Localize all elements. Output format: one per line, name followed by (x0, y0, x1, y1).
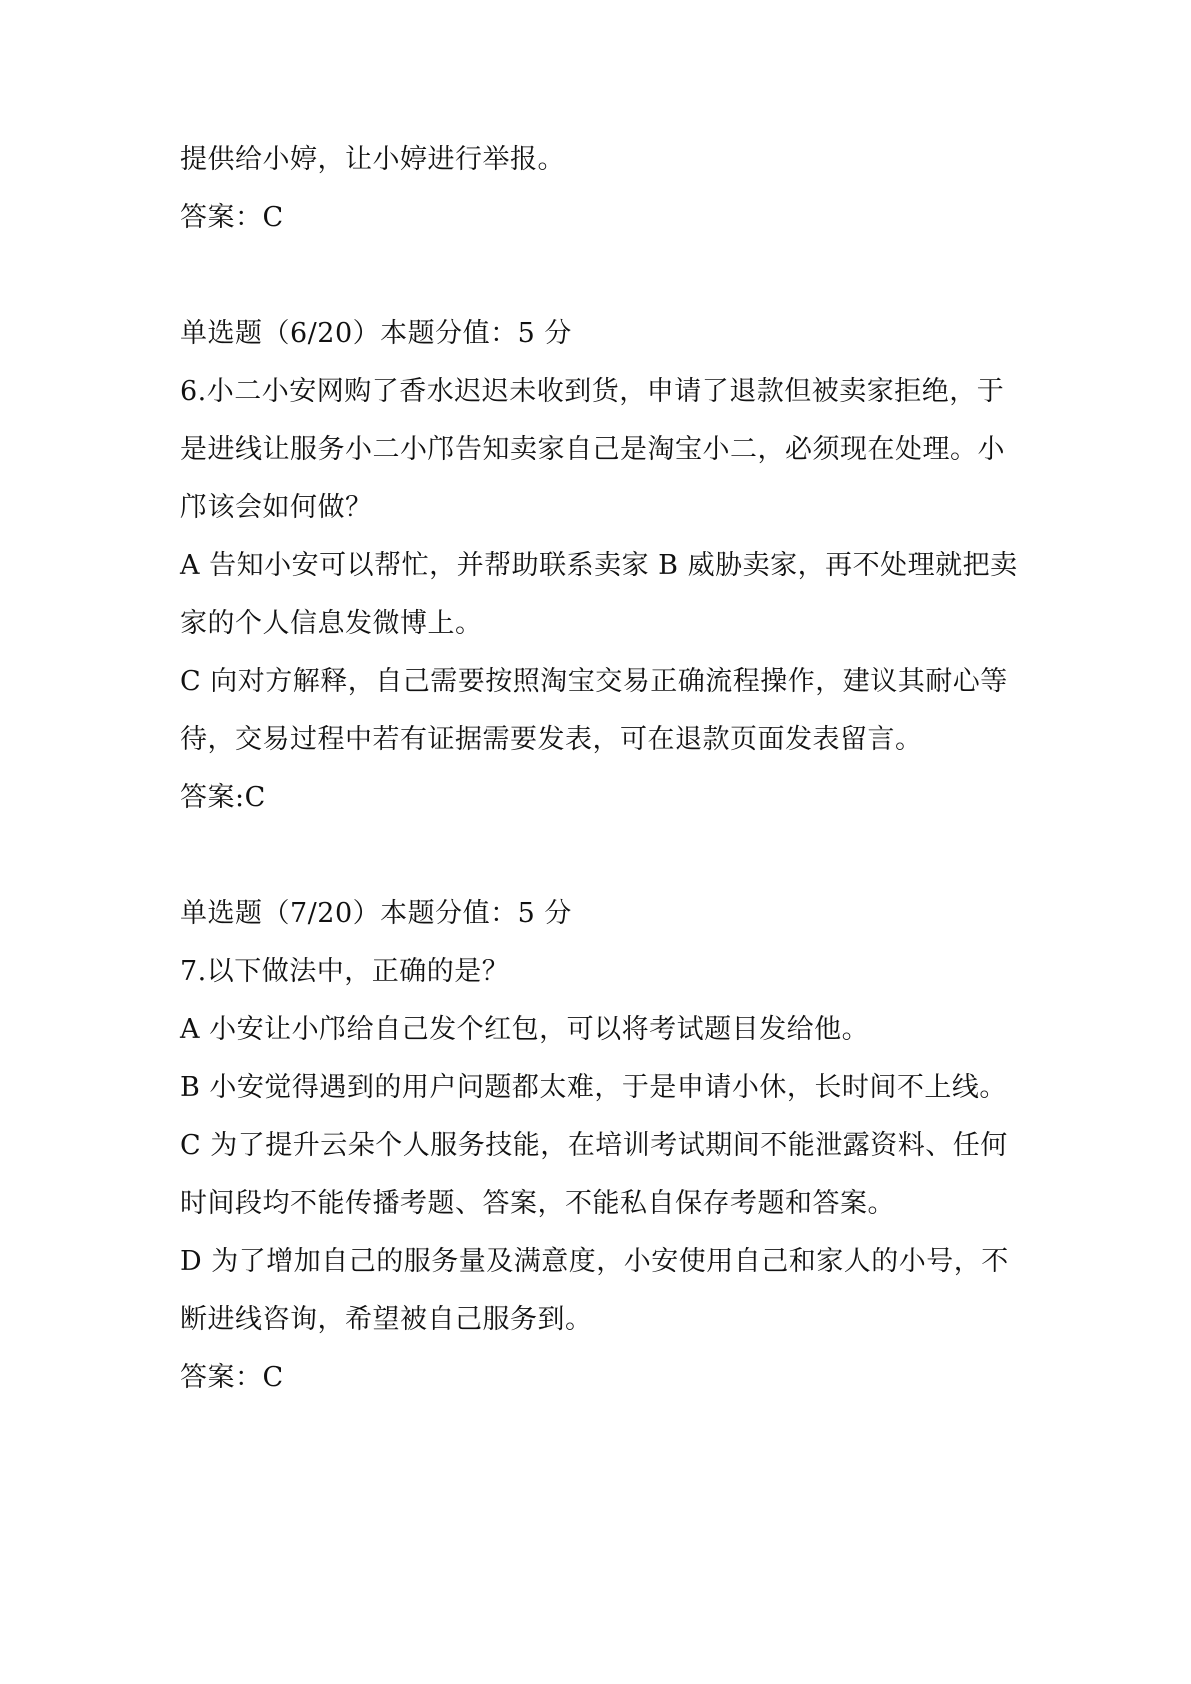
prev-question-tail: 提供给小婷，让小婷进行举报。 (180, 144, 565, 175)
q6-stem-line: 是进线让服务小二小邝告知卖家自己是淘宝小二，必须现在处理。小 (180, 434, 1005, 465)
q7-header: 单选题（7/20）本题分值：5 分 (180, 898, 572, 929)
q7-option-d: 断进线咨询，希望被自己服务到。 (180, 1304, 593, 1335)
q7-option-c: C 为了提升云朵个人服务技能，在培训考试期间不能泄露资料、任何 (180, 1130, 1008, 1161)
q7-answer: 答案：C (180, 1362, 284, 1393)
q6-option-ab: 家的个人信息发微博上。 (180, 608, 483, 639)
q6-option-ab: A 告知小安可以帮忙，并帮助联系卖家 B 威胁卖家，再不处理就把卖 (180, 550, 1018, 581)
q7-option-c: 时间段均不能传播考题、答案，不能私自保存考题和答案。 (180, 1188, 895, 1219)
q6-stem-line: 邝该会如何做？ (180, 492, 373, 523)
q7-option-b: B 小安觉得遇到的用户问题都太难，于是申请小休，长时间不上线。 (180, 1072, 1007, 1103)
q6-answer: 答案:C (180, 782, 266, 813)
q6-header: 单选题（6/20）本题分值：5 分 (180, 318, 572, 349)
q7-option-a: A 小安让小邝给自己发个红包，可以将考试题目发给他。 (180, 1014, 870, 1045)
q6-option-c: C 向对方解释，自己需要按照淘宝交易正确流程操作，建议其耐心等 (180, 666, 1008, 697)
q7-option-d: D 为了增加自己的服务量及满意度，小安使用自己和家人的小号，不 (180, 1246, 1009, 1277)
q6-stem-line: 6.小二小安网购了香水迟迟未收到货，申请了退款但被卖家拒绝，于 (180, 376, 1005, 407)
q6-option-c: 待，交易过程中若有证据需要发表，可在退款页面发表留言。 (180, 724, 923, 755)
q7-stem: 7.以下做法中，正确的是？ (180, 956, 510, 987)
prev-question-answer: 答案：C (180, 202, 284, 233)
